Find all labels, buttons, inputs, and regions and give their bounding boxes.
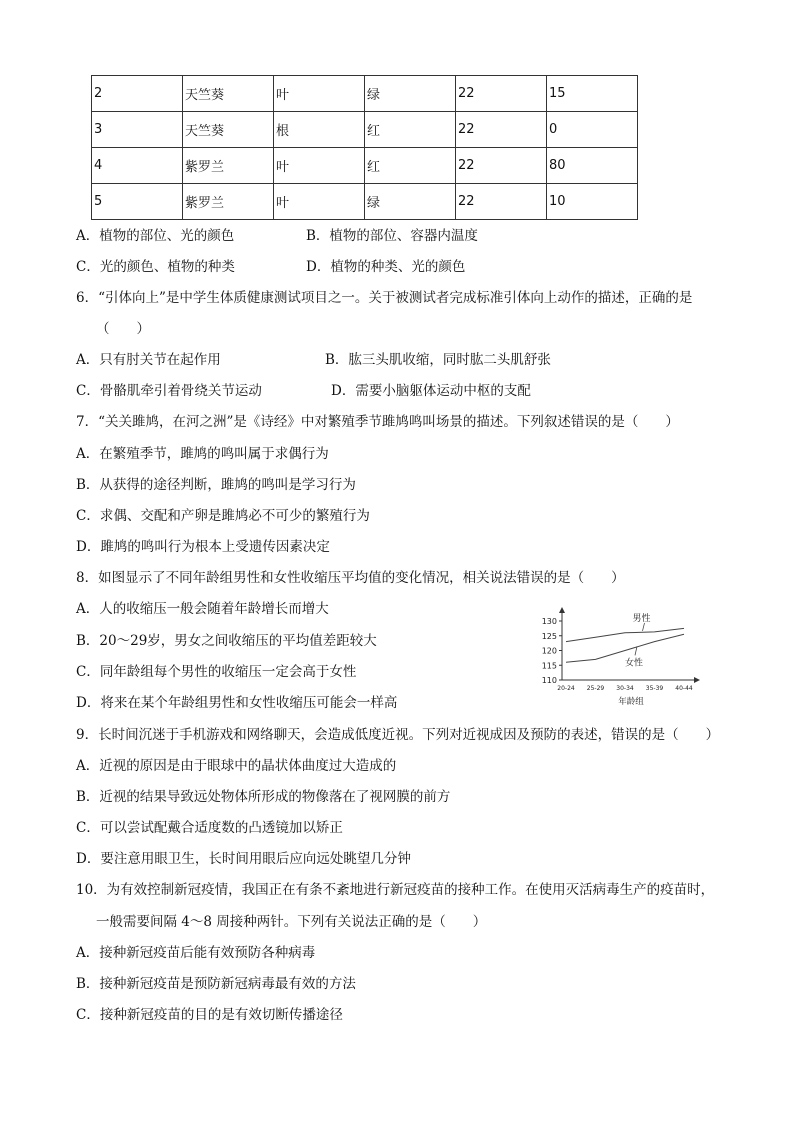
q9-option-c: C．可以尝试配戴合适度数的凸透镜加以矫正 (76, 820, 343, 836)
q7-option-c: C．求偶、交配和产卵是雎鸠必不可少的繁殖行为 (76, 508, 370, 524)
table-cell: 22 (456, 148, 547, 184)
x-tick-label: 40-44 (675, 685, 693, 692)
y-tick-label: 120 (541, 646, 557, 656)
table-cell: 绿 (365, 184, 456, 220)
q10-stem: 10．为有效控制新冠疫情，我国正在有条不紊地进行新冠疫苗的接种工作。在使用灭活病毒生产的疫苗时， (76, 882, 715, 898)
table-cell: 紫罗兰 (183, 184, 274, 220)
q10-option-c: C．接种新冠疫苗的目的是有效切断传播途径 (76, 1007, 343, 1023)
table-cell: 天竺葵 (183, 76, 274, 112)
table-cell: 10 (547, 184, 638, 220)
q6-option-a: A．只有肘关节在起作用 (76, 352, 221, 368)
q6-stem-bracket: （ ） (96, 321, 150, 337)
x-tick-label: 20-24 (557, 685, 575, 692)
q8-stem: 8．如图显示了不同年龄组男性和女性收缩压平均值的变化情况，相关说法错误的是（ ） (76, 570, 625, 586)
table-cell: 22 (456, 76, 547, 112)
q8-option-b: B．20～29岁，男女之间收缩压的平均值差距较大 (76, 633, 377, 649)
q6-option-b: B．肱三头肌收缩，同时肱二头肌舒张 (325, 352, 551, 368)
table-cell: 根 (274, 112, 365, 148)
q9-option-b: B．近视的结果导致远处物体所形成的物像落在了视网膜的前方 (76, 789, 451, 805)
q6-stem: 6．“引体向上”是中学生体质健康测试项目之一。关于被测试者完成标准引体向上动作的描述，正确的是 (76, 290, 693, 306)
q7-option-d: D．雎鸠的鸣叫行为根本上受遗传因素决定 (76, 539, 330, 555)
series-line-male (566, 628, 684, 641)
table-row (92, 148, 638, 184)
q9-stem: 9．长时间沉迷于手机游戏和网络聊天，会造成低度近视。下列对近视成因及预防的表述，错误的是（ ） (76, 727, 720, 743)
q7-option-a: A．在繁殖季节，雎鸠的鸣叫属于求偶行为 (76, 446, 329, 462)
table-cell: 红 (365, 112, 456, 148)
q6-option-c: C．骨骼肌牵引着骨绕关节运动 (76, 383, 262, 399)
series-label-female: 女性 (625, 658, 644, 669)
y-tick-label: 125 (541, 631, 557, 641)
y-tick-label: 115 (541, 661, 557, 671)
q7-option-b: B．从获得的途径判断，雎鸠的鸣叫是学习行为 (76, 477, 356, 493)
x-tick-label: 35-39 (645, 685, 664, 692)
q10-option-b: B．接种新冠疫苗是预防新冠病毒最有效的方法 (76, 976, 356, 992)
q8-option-d: D．将来在某个年龄组男性和女性收缩压可能会一样高 (76, 695, 398, 711)
y-tick-label: 110 (541, 676, 557, 685)
x-axis-label: 年龄组 (618, 697, 644, 707)
q6-option-d: D．需要小脑躯体运动中枢的支配 (331, 383, 531, 399)
q7-stem: 7．“关关雎鸠，在河之洲”是《诗经》中对繁殖季节雎鸠鸣叫场景的描述。下列叙述错误的是（ ） (76, 414, 679, 430)
table-cell: 15 (547, 76, 638, 112)
table-cell: 5 (92, 184, 183, 220)
y-axis-arrow (559, 607, 565, 613)
q8-option-c: C．同年龄组每个男性的收缩压一定会高于女性 (76, 664, 357, 680)
q8-option-a: A．人的收缩压一般会随着年龄增长而增大 (76, 601, 329, 617)
table-cell: 22 (456, 112, 547, 148)
blood-pressure-chart (528, 605, 708, 708)
y-tick-label: 130 (541, 617, 557, 626)
q5-option-c: C．光的颜色、植物的种类 (76, 259, 235, 275)
q9-option-a: A．近视的原因是由于眼球中的晶状体曲度过大造成的 (76, 758, 397, 774)
q5-option-b: B．植物的部位、容器内温度 (306, 228, 478, 244)
table-row (92, 76, 638, 112)
table-cell: 0 (547, 112, 638, 148)
x-tick-label: 30-34 (616, 685, 634, 692)
q5-option-a: A．植物的部位、光的颜色 (76, 228, 235, 244)
q5-option-d: D．植物的种类、光的颜色 (306, 259, 466, 275)
table-cell: 22 (456, 184, 547, 220)
table-cell: 3 (92, 112, 183, 148)
x-axis-arrow (694, 677, 700, 683)
table-cell: 红 (365, 148, 456, 184)
experiment-table (91, 75, 638, 220)
table-row (92, 112, 638, 148)
q10-option-a: A．接种新冠疫苗后能有效预防各种病毒 (76, 945, 316, 961)
series-label-male: 男性 (632, 613, 651, 624)
table-cell: 2 (92, 76, 183, 112)
table-cell: 80 (547, 148, 638, 184)
table-cell: 叶 (274, 148, 365, 184)
table-row (92, 184, 638, 220)
table-cell: 天竺葵 (183, 112, 274, 148)
q10-stem-cont: 一般需要间隔 4～8 周接种两针。下列有关说法正确的是（ ） (96, 914, 487, 930)
x-tick-label: 25-29 (586, 685, 605, 692)
table-cell: 叶 (274, 184, 365, 220)
q9-option-d: D．要注意用眼卫生，长时间用眼后应向远处眺望几分钟 (76, 851, 411, 867)
table-cell: 4 (92, 148, 183, 184)
table-cell: 紫罗兰 (183, 148, 274, 184)
table-cell: 绿 (365, 76, 456, 112)
male-leader (643, 623, 645, 631)
table-cell: 叶 (274, 76, 365, 112)
